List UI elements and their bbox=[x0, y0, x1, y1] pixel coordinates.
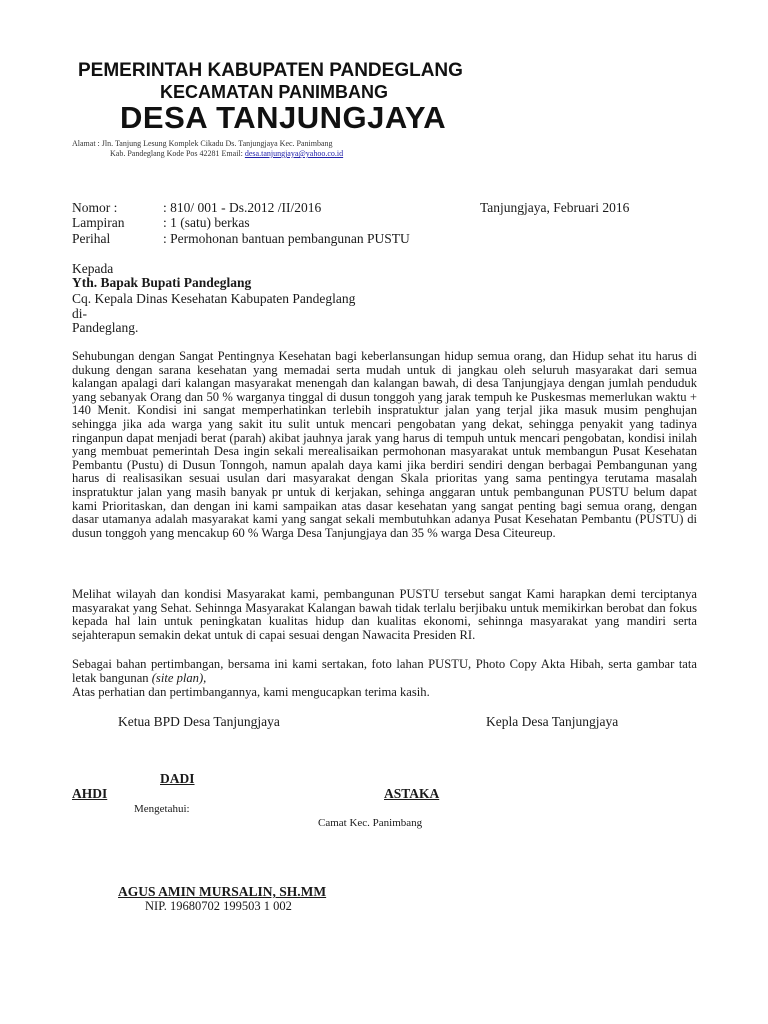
camat-name: AGUS AMIN MURSALIN, SH.MM bbox=[118, 884, 327, 899]
paragraph-2: Melihat wilayah dan kondisi Masyarakat kami, pembangunan PUSTU tersebut sangat Kami harapkan demi terciptanya masyarakat yang Sehat. Sehinnga Masyarakat Kalangan bawah tidak terlalu berjibaku untuk memikirkan berobat dan fokus kepada hal lain untuk peningkatan kualitas hidup dan kualitas ekonomi, sehinnga masyarakat yang mandiri serta sejahterapun semakin dekat untuk di capai sesuai dengan Nawacita Presiden RI. bbox=[72, 587, 697, 642]
letterhead-line-1: PEMERINTAH KABUPATEN PANDEGLANG bbox=[78, 60, 463, 81]
camat-nip: NIP. 19680702 199503 1 002 bbox=[145, 899, 292, 913]
lampiran-label: Lampiran bbox=[72, 215, 125, 230]
recipient-place: Pandeglang. bbox=[72, 320, 139, 335]
paragraph-3 bbox=[72, 658, 697, 685]
letterhead-address-2 bbox=[110, 149, 343, 158]
signature-left-name-2: AHDI bbox=[72, 786, 108, 801]
address-postal: Kab. Pandeglang Kode Pos 42281 Email: bbox=[110, 149, 243, 158]
lampiran-value: : 1 (satu) berkas bbox=[163, 215, 250, 230]
signature-left-title: Ketua BPD Desa Tanjungjaya bbox=[118, 714, 280, 729]
email-link[interactable]: desa.tanjungjaya@yahoo.co.id bbox=[244, 149, 344, 158]
nomor-label: Nomor : bbox=[72, 200, 118, 215]
paragraph-3-italic: (site plan), bbox=[151, 670, 207, 685]
recipient-cq: Cq. Kepala Dinas Kesehatan Kabupaten Pandeglang bbox=[72, 291, 356, 306]
signature-left-name-1: DADI bbox=[160, 771, 195, 786]
letter-date: Tanjungjaya, Februari 2016 bbox=[480, 200, 630, 215]
recipient-kepada: Kepada bbox=[72, 261, 114, 276]
perihal-value: : Permohonan bantuan pembangunan PUSTU bbox=[163, 231, 410, 246]
letterhead-village-name: DESA TANJUNGJAYA bbox=[120, 100, 447, 135]
paragraph-3-main: Sebagai bahan pertimbangan, bersama ini kami sertakan, foto lahan PUSTU, Photo Copy Akta Hibah, serta gambar tata letak bangunan bbox=[72, 657, 697, 685]
signature-right-title: Kepla Desa Tanjungjaya bbox=[486, 714, 619, 729]
camat-title: Camat Kec. Panimbang bbox=[318, 817, 423, 829]
paragraph-1: Sehubungan dengan Sangat Pentingnya Kesehatan bagi keberlansungan hidup semua orang, dan Hidup sehat itu harus di dukung dengan sarana kesehatan yang memadai serta mudah untuk di jangkau oleh seluruh masyarakat dari semua kalangan apalagi dari kalangan masyarakat menengah dan kalangan bawah, di desa Tanjungjaya dengan jumlah penduduk yang sebanyak Orang dan 50 % warganya tinggal di dusun tonggoh yang jarak tempuh ke Puskesmas memerlukan waktu + 140 Menit. Kondisi ini sangat memperhatinkan terlebih inspratuktur jalan yang terjal jika masuk musim penghujan sehingga jika ada warga yang sakit itu sulit untuk mencari pengobatan yang dekat, sehingga penyakit yang tadinya ringanpun dapat menjadi berat (parah) akibat jauhnya jarak yang harus di tempuh untuk mencari pengobatan, kondisi inilah yang membuat pemerintah Desa ingin sekali merealisaikan permohonan masyarakat untuk membangun Pusat Kesehatan Pembantu (Pustu) di Dusun Tonngoh, namun apalah daya kami jika berdiri sendiri dengan berbagai Pembangunan yang harus di realisasikan sesuai usulan dari masyarakat dengan Skala prioritas yang sama pentingya terutama masalah inspratuktur jalan yang masih banyak pr untuk di kerjakan, sehinga anggaran untuk pembangunan PUSTU belum dapat kami Prioritaskan, dan dengan ini kami sampaikan atas dasar kesehatan yang sangat penting bagi semua orang, dengan dasar utamanya adalah masyarakat kami yang sangat sekali membutuhkan adanya Pusat Kesehatan Pembantu (PUSTU) di dusun tonggoh yang mencakup 60 % Warga Desa Tanjungjaya dan 35 % warga Desa Citeureup. bbox=[72, 349, 697, 540]
letterhead-line-2: KECAMATAN PANIMBANG bbox=[160, 82, 388, 102]
nomor-value: : 810/ 001 - Ds.2012 /II/2016 bbox=[163, 200, 322, 215]
recipient-yth: Yth. Bapak Bupati Pandeglang bbox=[72, 275, 252, 290]
mengetahui-label: Mengetahui: bbox=[134, 803, 190, 815]
signature-right-name: ASTAKA bbox=[384, 786, 440, 801]
recipient-di: di- bbox=[72, 306, 87, 321]
letterhead-address-1: Alamat : Jln. Tanjung Lesung Komplek Cikadu Ds. Tanjungjaya Kec. Panimbang bbox=[72, 139, 333, 148]
perihal-label: Perihal bbox=[72, 231, 111, 246]
paragraph-4: Atas perhatian dan pertimbangannya, kami mengucapkan terima kasih. bbox=[72, 685, 430, 699]
